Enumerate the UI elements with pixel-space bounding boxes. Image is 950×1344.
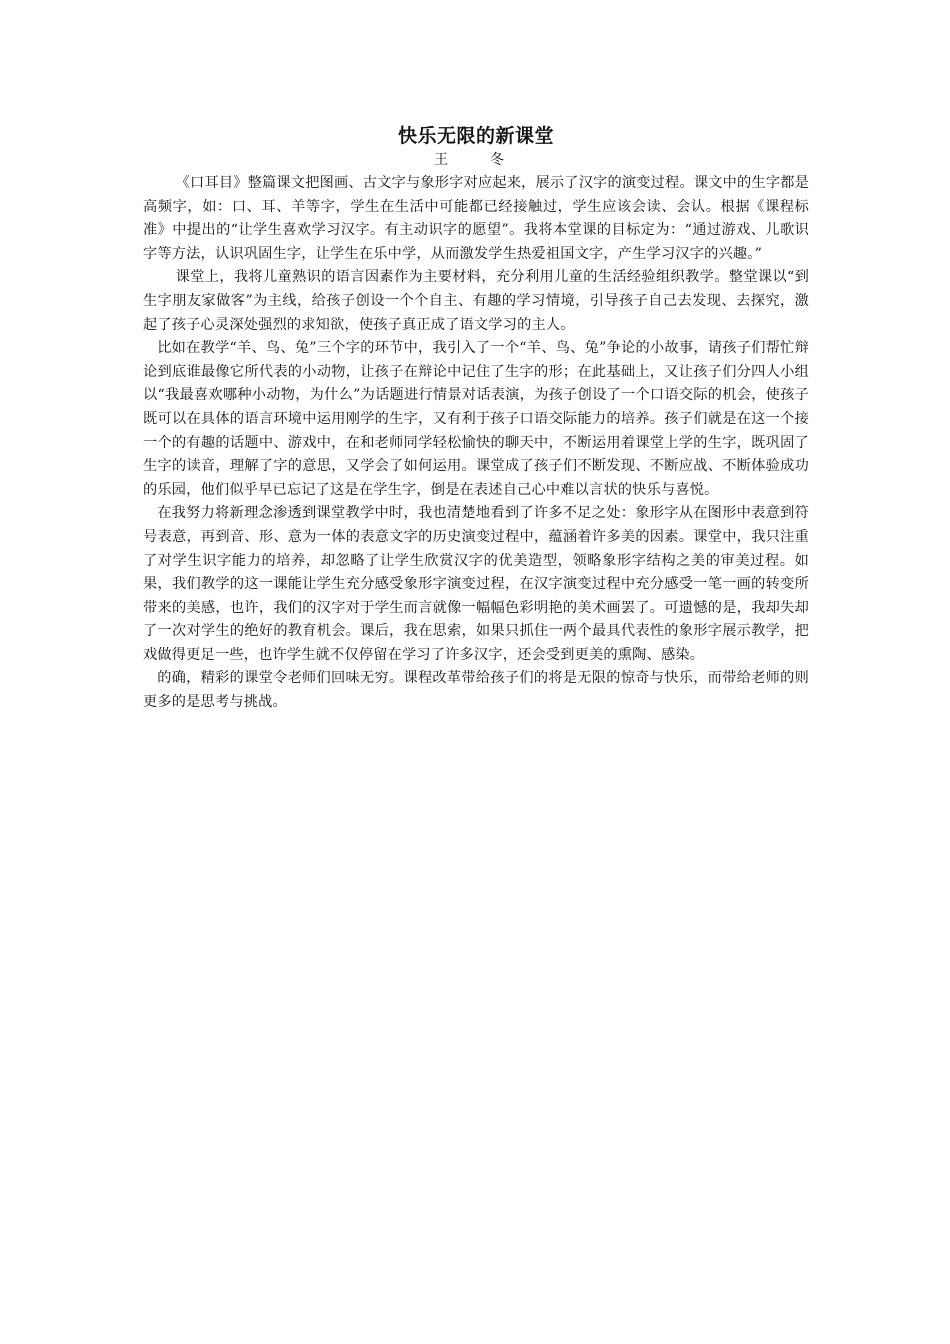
paragraph-3: 比如在教学“羊、鸟、兔”三个字的环节中，我引入了一个“羊、鸟、兔”争论的小故事，请孩子们帮忙辩论到底谁最像它所代表的小动物，让孩子在辩论中记住了生字的形；在此基础上，又让孩子们分四人小组以“我最喜欢哪种小动物，为什么”为话题进行情景对话表演，为孩子创设了一个口语交际的机会，使孩子既可以在具体的语言环境中运用刚学的生字，又有利于孩子口语交际能力的培养。孩子们就是在这一个接一个的有趣的话题中、游戏中，在和老师同学轻松愉快的聊天中，不断运用着课堂上学的生字，既巩固了生字的读音，理解了字的意思，又学会了如何运用。课堂成了孩子们不断发现、不断应战、不断体验成功的乐园，他们似乎早已忘记了这是在学生字，倒是在表述自己心中难以言状的快乐与喜悦。 <box>143 340 809 498</box>
article-title: 快乐无限的新课堂 <box>397 125 554 147</box>
paragraph-1: 《口耳目》整篇课文把图画、古文字与象形字对应起来，展示了汉字的演变过程。课文中的生字都是高频字，如：口、耳、羊等字，学生在生活中可能都已经接触过，学生应该会读、会认。根据《课程标准》中提出的“让学生喜欢学习汉字。有主动识字的愿望”。我将本堂课的目标定为：“通过游戏、儿歌识字等方法，认识巩固生字，让学生在乐中学，从而激发学生热爱祖国文字，产生学习汉字的兴趣。” <box>143 175 809 262</box>
article <box>143 122 809 715</box>
paragraph-2: 课堂上，我将儿童熟识的语言因素作为主要材料，充分利用儿童的生活经验组织教学。整堂课以“到生字朋友家做客”为主线，给孩子创设一个个自主、有趣的学习情境，引导孩子自己去发现、去探究，激起了孩子心灵深处强烈的求知欲，使孩子真正成了语文学习的主人。 <box>143 269 809 333</box>
article-author: 王 冬 <box>434 152 518 168</box>
paragraph-4: 在我努力将新理念渗透到课堂教学中时，我也清楚地看到了许多不足之处：象形字从在图形中表意到符号表意，再到音、形、意为一体的表意文字的历史演变过程中，蕴涵着许多美的因素。课堂中，我只注重了对学生识字能力的培养，却忽略了让学生欣赏汉字的优美造型，领略象形字结构之美的审美过程。如果，我们教学的这一课能让学生充分感受象形字演变过程，在汉字演变过程中充分感受一笔一画的转变所带来的美感，也许，我们的汉字对于学生而言就像一幅幅色彩明艳的美术画罢了。可遗憾的是，我却失却了一次对学生的绝好的教育机会。课后，我在思索，如果只抓住一两个最具代表性的象形字展示教学，把戏做得更足一些，也许学生就不仅停留在学习了许多汉字，还会受到更美的熏陶、感染。 <box>143 505 809 663</box>
paragraph-5: 的确，精彩的课堂令老师们回味无穷。课程改革带给孩子们的将是无限的惊奇与快乐，而带给老师的则更多的是思考与挑战。 <box>143 670 809 711</box>
